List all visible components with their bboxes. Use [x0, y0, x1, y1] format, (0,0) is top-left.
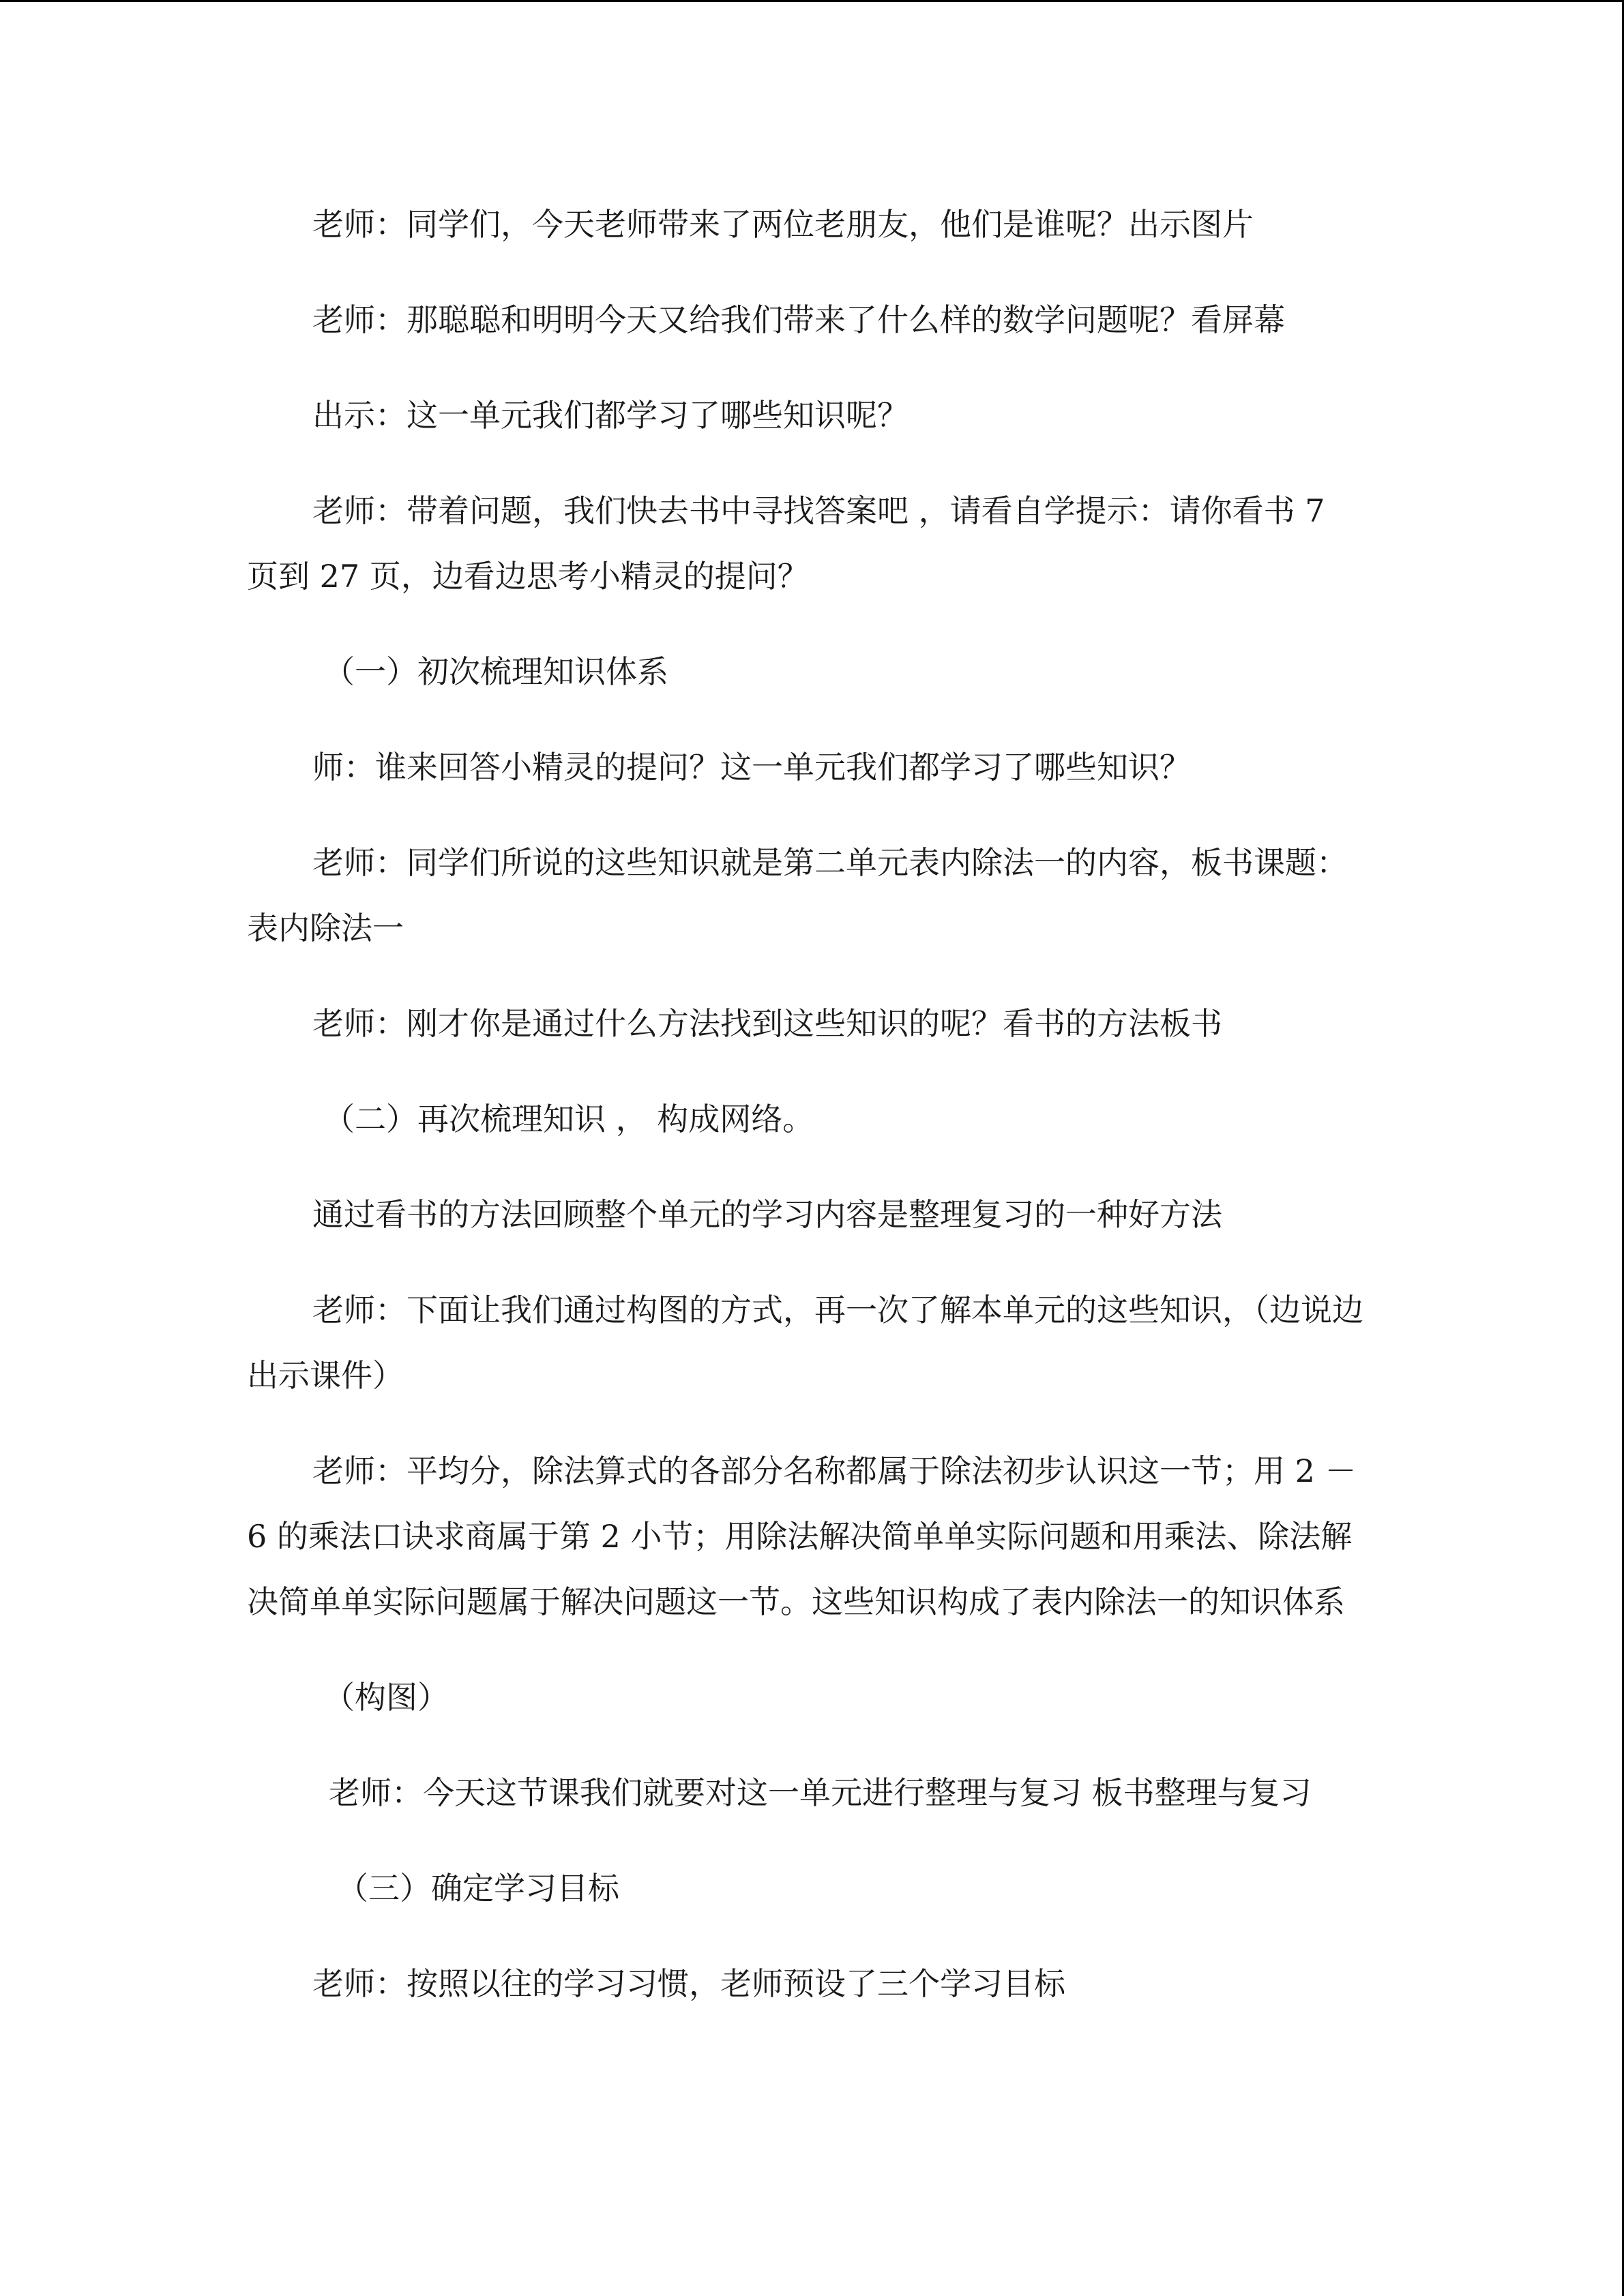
section-heading-1: （一）初次梳理知识体系: [323, 653, 668, 690]
paragraph-6: 老师：同学们所说的这些知识就是第二单元表内除法一的内容，板书课题：表内除法一: [247, 844, 1348, 946]
paragraph-1: 老师：同学们，今天老师带来了两位老朋友，他们是谁呢？出示图片: [312, 206, 1254, 243]
paragraph-5: 师：谁来回答小精灵的提问？这一单元我们都学习了哪些知识？: [312, 749, 1191, 786]
paragraph-11: 老师：今天这节课我们就要对这一单元进行整理与复习 板书整理与复习: [329, 1774, 1312, 1811]
paragraph-12: 老师：按照以往的学习习惯，老师预设了三个学习目标: [312, 1965, 1065, 2002]
section-heading-3: （三）确定学习目标: [337, 1870, 619, 1907]
paragraph-9: 老师：下面让我们通过构图的方式，再一次了解本单元的这些知识，（边说边出示课件）: [247, 1292, 1363, 1394]
paragraph-3: 出示：这一单元我们都学习了哪些知识呢？: [312, 397, 909, 434]
paragraph-4: 老师：带着问题，我们快去书中寻找答案吧 ，请看自学提示：请你看书 7 页到 27 页，边看边思考小精灵的提问？: [247, 492, 1325, 595]
paragraph-7: 老师：刚才你是通过什么方法找到这些知识的呢？看书的方法板书: [312, 1005, 1222, 1042]
section-heading-2: （二）再次梳理知识 ， 构成网络。: [323, 1101, 814, 1137]
document-body: [247, 192, 1365, 2046]
diagram-note: （构图）: [323, 1679, 449, 1716]
paragraph-10: 老师：平均分，除法算式的各部分名称都属于除法初步认识这一节；用 2 －6 的乘法口诀求商属于第 2 小节；用除法解决简单单实际问题和用乘法、除法解决简单单实际问题属于解决问题这一节。这些知识构成了表内除法一的知识体系: [247, 1452, 1357, 1620]
paragraph-2: 老师：那聪聪和明明今天又给我们带来了什么样的数学问题呢？看屏幕: [312, 301, 1285, 338]
paragraph-8: 通过看书的方法回顾整个单元的学习内容是整理复习的一种好方法: [312, 1196, 1222, 1233]
